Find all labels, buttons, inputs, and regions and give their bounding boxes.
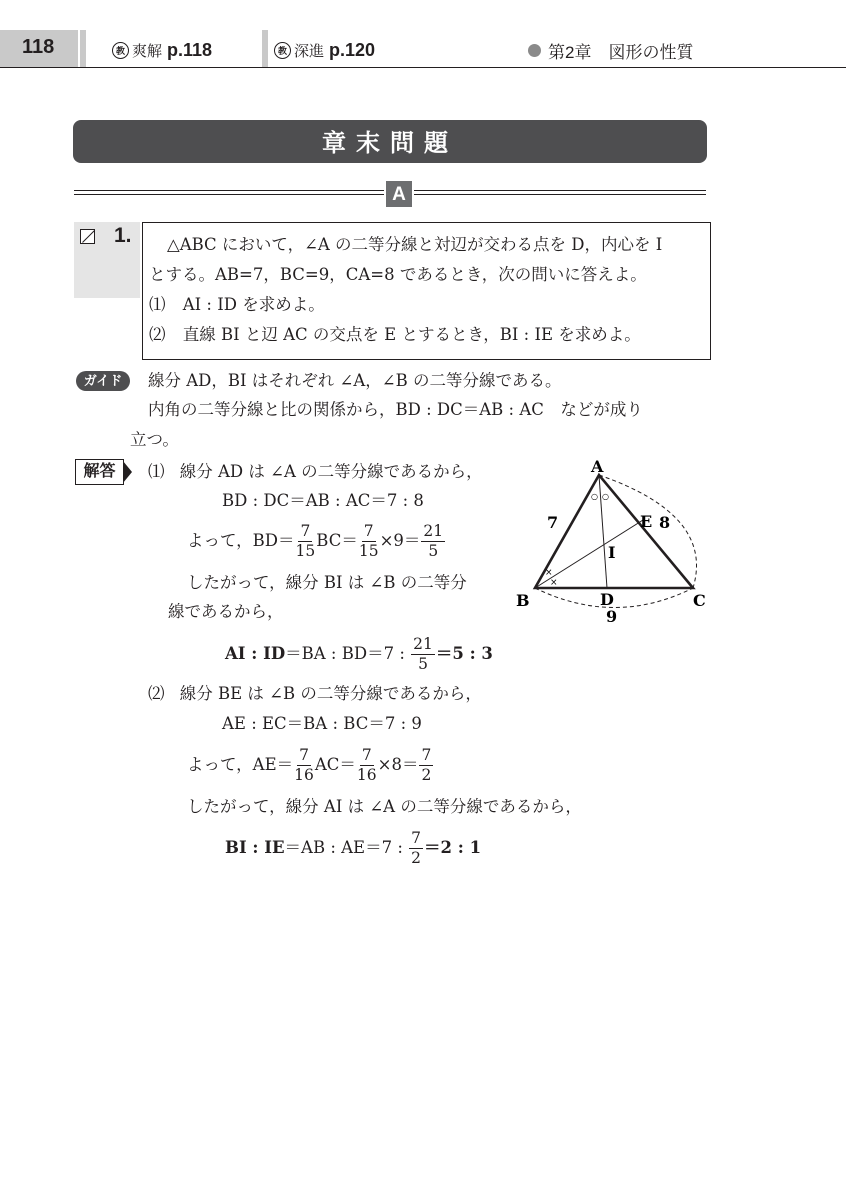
answer-1-line: 線であるから， bbox=[168, 602, 284, 621]
item-text: 直線 BI と辺 AC の交点を E とするとき，BI : IE を求めよ。 bbox=[182, 325, 641, 344]
side-label-ab: 7 bbox=[547, 513, 559, 532]
page-number: 118 bbox=[22, 36, 55, 58]
ref2-page: p.120 bbox=[329, 39, 376, 60]
numerator: 7 bbox=[300, 522, 311, 540]
vertex-label-a: A bbox=[591, 457, 604, 476]
textbook-ref-2 bbox=[274, 38, 375, 62]
header-rule bbox=[0, 67, 846, 68]
result-label: AI : ID bbox=[225, 644, 286, 663]
answer-1-line bbox=[148, 461, 483, 483]
numerator: 7 bbox=[299, 746, 309, 764]
result-text: ＝BA : BD＝7 : bbox=[285, 644, 411, 663]
problem-item-1 bbox=[149, 294, 325, 316]
fraction bbox=[296, 522, 316, 561]
fraction bbox=[294, 746, 314, 785]
fraction bbox=[419, 746, 433, 785]
denominator: 5 bbox=[418, 655, 428, 673]
answer-2-line: したがって，線分 AI は ∠A の二等分線であるから， bbox=[187, 797, 582, 816]
guide-badge: ガイド bbox=[76, 371, 130, 391]
ref1-page: p.118 bbox=[167, 39, 213, 60]
problem-text-line: △ABC において，∠A の二等分線と対辺が交わる点を D，内心を I bbox=[167, 235, 663, 254]
answer-part-number: ⑵ bbox=[148, 684, 165, 703]
calc-text: BC＝ bbox=[316, 531, 358, 550]
calc-text: よって，AE＝ bbox=[187, 755, 294, 774]
fraction bbox=[421, 522, 445, 561]
answer-2-ratio: AE : EC＝BA : BC＝7 : 9 bbox=[222, 714, 422, 733]
section-banner bbox=[73, 120, 707, 163]
fraction bbox=[359, 522, 379, 561]
denominator: 15 bbox=[358, 542, 379, 560]
answer-text: 線分 AD は ∠A の二等分線であるから， bbox=[179, 462, 483, 481]
calc-text: AC＝ bbox=[314, 755, 356, 774]
numerator: 7 bbox=[363, 522, 374, 540]
answer-1-ratio: BD : DC＝AB : AC＝7 : 8 bbox=[222, 491, 424, 510]
point-label-i: I bbox=[608, 543, 616, 562]
guide-text-line: 線分 AD，BI はそれぞれ ∠A，∠B の二等分線である。 bbox=[148, 371, 562, 390]
guide-text-line: 内角の二等分線と比の関係から，BD : DC＝AB : AC などが成り bbox=[148, 400, 643, 419]
problem-text-line: とする。AB=7，BC=9，CA=8 であるとき，次の問いに答えよ。 bbox=[149, 265, 647, 284]
header-divider bbox=[80, 30, 86, 68]
checkbox-icon[interactable] bbox=[80, 229, 95, 244]
answer-2-line bbox=[148, 683, 482, 705]
answer-1-calc bbox=[187, 521, 446, 561]
calc-text: ×8＝ bbox=[377, 755, 419, 774]
section-rule-right bbox=[414, 190, 706, 195]
result-text: ＝AB : AE＝7 : bbox=[284, 838, 409, 857]
dashed-arc-bc bbox=[535, 588, 693, 608]
answer-2-result bbox=[225, 828, 481, 868]
textbook-icon: 教 bbox=[112, 42, 129, 59]
page-number-box bbox=[0, 30, 78, 68]
problem-box bbox=[142, 222, 711, 360]
answer-1-result bbox=[225, 634, 493, 674]
problem-number: 1. bbox=[114, 224, 132, 247]
denominator: 2 bbox=[421, 766, 432, 784]
denominator: 16 bbox=[294, 766, 314, 784]
problem-item-2 bbox=[149, 324, 641, 346]
ref1-label: 爽解 bbox=[132, 41, 163, 60]
answer-arrow-icon bbox=[123, 461, 132, 483]
chapter-heading bbox=[528, 38, 693, 62]
chapter-bullet-icon bbox=[528, 44, 541, 57]
side-label-bc: 9 bbox=[606, 607, 618, 626]
answer-2-calc bbox=[187, 745, 434, 785]
vertex-label-c: C bbox=[693, 591, 706, 610]
result-label: BI : IE bbox=[225, 838, 285, 857]
denominator: 2 bbox=[411, 849, 422, 867]
side-label-ac: 8 bbox=[659, 513, 671, 532]
vertex-label-b: B bbox=[516, 591, 530, 610]
chapter-title: 第2章 図形の性質 bbox=[548, 42, 694, 62]
guide-text-line: 立つ。 bbox=[130, 430, 179, 449]
answer-text: 線分 BE は ∠B の二等分線であるから， bbox=[179, 684, 482, 703]
result-value: ＝2 : 1 bbox=[424, 838, 482, 857]
textbook-ref-1 bbox=[112, 38, 212, 62]
numerator: 7 bbox=[361, 746, 372, 764]
answer-1-line: したがって，線分 BI は ∠B の二等分 bbox=[187, 573, 467, 592]
numerator: 21 bbox=[413, 635, 433, 653]
header-divider bbox=[262, 30, 268, 68]
item-number: ⑴ bbox=[149, 295, 166, 314]
calc-text: ×9＝ bbox=[379, 531, 421, 550]
denominator: 5 bbox=[428, 542, 439, 560]
denominator: 16 bbox=[356, 766, 377, 784]
result-value: ＝5 : 3 bbox=[435, 644, 493, 663]
calc-text: よって，BD＝ bbox=[187, 531, 295, 550]
section-badge: A bbox=[386, 181, 412, 207]
numerator: 21 bbox=[423, 522, 444, 540]
angle-mark-b: × bbox=[545, 568, 553, 578]
triangle-diagram bbox=[505, 455, 720, 627]
fraction bbox=[411, 635, 435, 674]
item-text: AI : ID を求めよ。 bbox=[182, 295, 325, 314]
answer-badge: 解答 bbox=[75, 459, 124, 485]
point-label-e: E bbox=[640, 512, 653, 531]
section-rule-left bbox=[74, 190, 384, 195]
ref2-label: 深進 bbox=[294, 41, 325, 60]
textbook-icon: 教 bbox=[274, 42, 291, 59]
answer-part-number: ⑴ bbox=[148, 462, 165, 481]
angle-mark-a: ○ bbox=[602, 492, 609, 501]
item-number: ⑵ bbox=[149, 325, 166, 344]
fraction bbox=[357, 746, 377, 785]
numerator: 7 bbox=[411, 829, 422, 847]
banner-title: 章末問題 bbox=[322, 128, 458, 157]
angle-mark-a: ○ bbox=[591, 492, 598, 501]
angle-mark-b: × bbox=[550, 578, 558, 588]
fraction bbox=[409, 829, 423, 868]
denominator: 15 bbox=[295, 542, 316, 560]
numerator: 7 bbox=[421, 746, 432, 764]
point-label-d: D bbox=[600, 590, 614, 609]
